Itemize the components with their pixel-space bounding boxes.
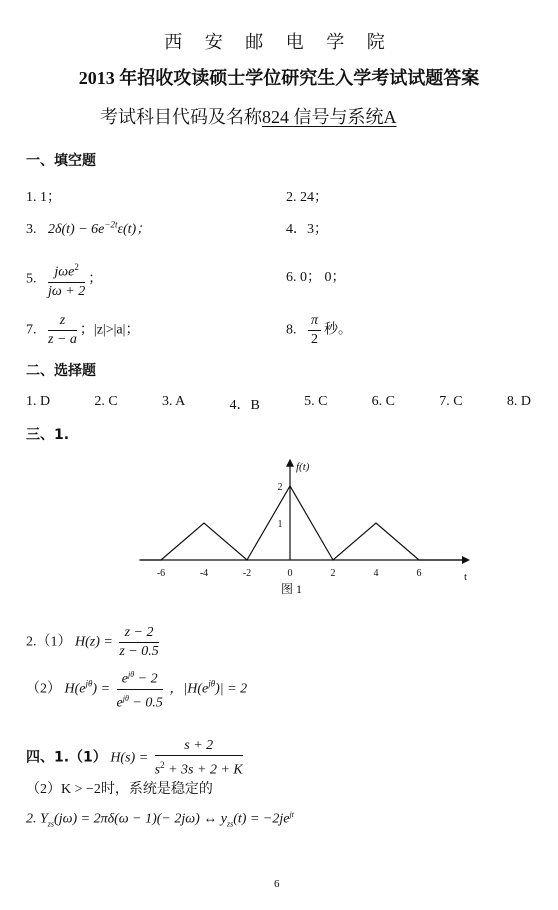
answer-1-2: 2. 24；	[286, 190, 328, 205]
answer-1-3: 3. $2\delta(t) - 6e^{-2t}\varepsilon(t)$；	[26, 219, 151, 237]
x-tick-label: -2	[242, 568, 252, 579]
fraction-5: $\frac{j\omega e^2}{j\omega + 2}$	[48, 258, 85, 301]
choice-answer: 7. C	[439, 394, 463, 409]
x-tick-label: 0	[287, 568, 293, 579]
x-axis-arrow	[462, 556, 470, 564]
answer-4-1: 四、1.（1） H(s) = $\frac{s + 2}{s^2 + 3s + 2 + K}$	[26, 738, 243, 778]
subject-prefix: 考试科目代码及名称	[100, 107, 262, 127]
page-number: 6	[274, 878, 280, 890]
fraction-hejtheta: $\frac{e^{j\theta} - 2}{e^{j\theta} - 0.5}$	[117, 666, 163, 712]
x-tick-label: 2	[330, 568, 336, 579]
x-axis-label: t	[464, 571, 468, 583]
figure-caption: 图 1	[281, 582, 303, 596]
x-tick-label: 6	[416, 568, 422, 579]
signal-line	[140, 486, 463, 560]
subject-line	[100, 103, 397, 129]
fraction-hz: $\frac{z - 2}{z - 0.5}$	[119, 625, 159, 659]
choice-answers	[26, 394, 531, 414]
answer-4-1-2: （2）K > −2时，系统是稳定的	[26, 782, 213, 797]
answer-4-2: 2. $Y_{zs}(j\omega) = 2\pi\delta(\omega - 1)(- 2j\omega)$ ↔ $y_{zs}(t) = -2je^{jt}$	[26, 810, 294, 829]
answer-3-2-1: 2.（1） H(z) = $\frac{z - 2}{z - 0.5}$	[26, 625, 159, 659]
university-name: 西 安 邮 电 学 院	[164, 32, 394, 52]
answer-1-8: 8. $\frac{\pi}{2}$ 秒。	[286, 313, 353, 347]
exam-title: 2013 年招收攻读硕士学位研究生入学考试试题答案	[78, 68, 480, 88]
section1-title: 一、填空题	[26, 153, 96, 169]
subject-name: 824 信号与系统A	[262, 107, 397, 127]
section2-title: 二、选择题	[26, 363, 96, 379]
x-tick-label: -6	[156, 568, 166, 579]
fraction-7: $\frac{z}{z - a}$	[48, 313, 77, 347]
choice-answer: 8. D	[506, 394, 531, 409]
x-tick-label: -4	[199, 568, 209, 579]
answer-1-4: 4．3；	[286, 222, 328, 237]
answer-3-2-2: （2） $H(e^{j\theta})$ = $\frac{e^{j\theta} - 2}{e^{j\theta} - 0.5}$ ，$|H(e^{j\theta})| = 2$	[26, 666, 247, 712]
y-axis-arrow	[286, 459, 294, 467]
choice-answer: 3. A	[161, 394, 186, 409]
section4-title: 四、1.（1）	[26, 749, 107, 766]
y-tick-label: 1	[277, 519, 283, 530]
answer-1-7: 7. $\frac{z}{z - a}$ ；|z|>|a|；	[26, 313, 140, 347]
y-axis-label: f(t)	[296, 460, 310, 473]
section3-title: 三、1.	[26, 427, 70, 443]
y-tick-label: 2	[277, 482, 283, 493]
fraction-8: $\frac{\pi}{2}$	[308, 312, 321, 349]
choice-answer: 4．B	[229, 398, 260, 413]
choice-answer: 5. C	[304, 394, 328, 409]
fraction-hs: $\frac{s + 2}{s^2 + 3s + 2 + K}$	[154, 738, 243, 778]
x-tick-label: 4	[373, 568, 379, 579]
answer-1-5: 5. $\frac{j\omega e^2}{j\omega + 2}$ ；	[26, 258, 102, 301]
answer-1-6: 6. 0； 0；	[286, 270, 346, 285]
choice-answer: 2. C	[94, 394, 118, 409]
answer-1-1: 1. 1；	[26, 190, 61, 205]
signal-figure	[110, 448, 480, 598]
choice-answer: 6. C	[371, 394, 396, 409]
choice-answer: 1. D	[26, 394, 51, 409]
